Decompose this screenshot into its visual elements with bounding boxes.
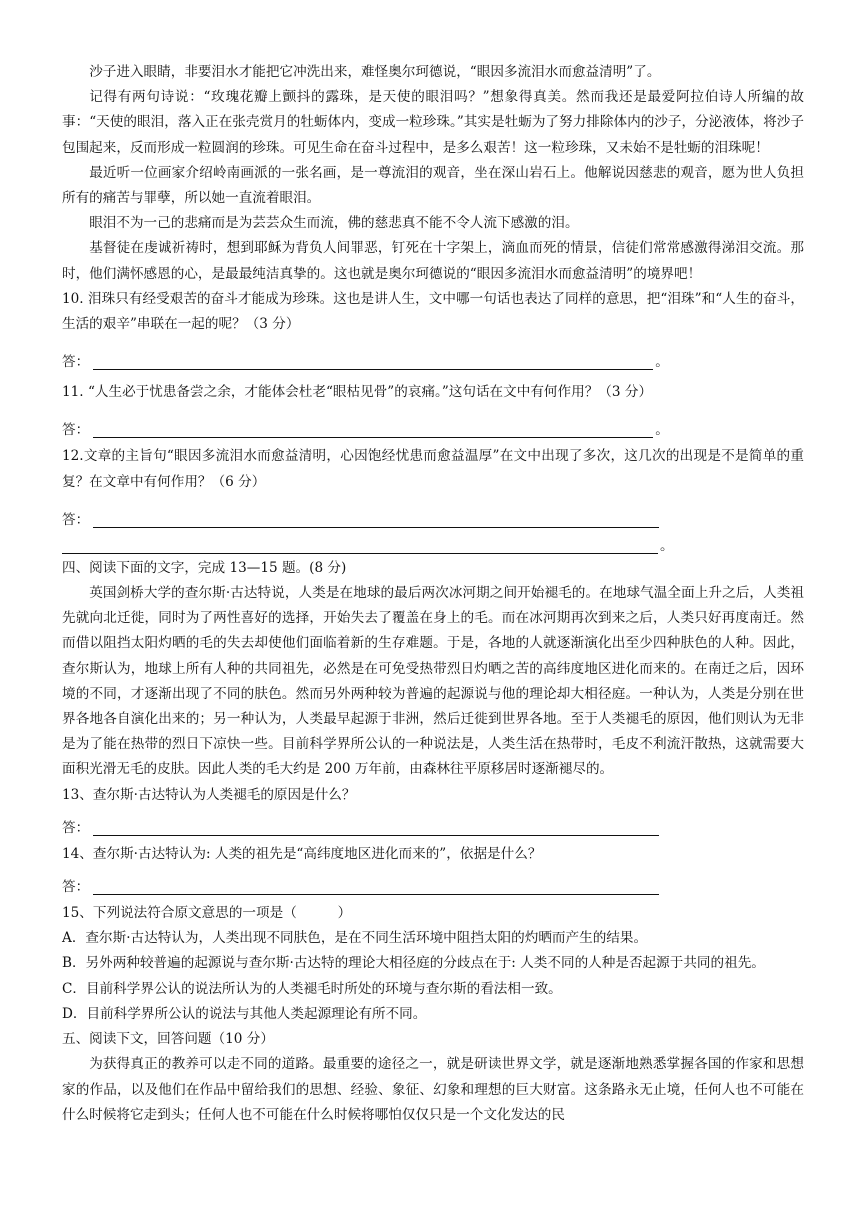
- answer-row-12b: [62, 528, 804, 554]
- answer-row-13: [62, 808, 804, 836]
- section-5-paragraph: 为获得真正的教养可以走不同的道路。最重要的途径之一，就是研读世界文学，就是逐渐地熟悉掌握各国的作家和思想家的作品，以及他们在作品中留给我们的思想、经验、象征、幻象和理想的巨大财富。这条路永无止境，任何人也不可能在什么时候将它走到头；任何人也不可能在什么时候将哪怕仅仅只是一个文化发达的民: [62, 1056, 804, 1123]
- answer-row-12: [62, 495, 804, 528]
- passage-paragraph: 眼泪不为一己的悲痛而是为芸芸众生而流，佛的慈悲真不能不令人流下感激的泪。: [89, 215, 579, 232]
- answer-row-10: [62, 337, 804, 370]
- question-13: 13、查尔斯·古达特认为人类褪毛的原因是什么？: [62, 786, 356, 803]
- answer-label: 答：: [62, 879, 90, 896]
- answer-label: 答：: [62, 422, 90, 439]
- question-10: 10. 泪珠只有经受艰苦的奋斗才能成为珍珠。这也是讲人生，文中哪一句话也表达了同样的意思，把“泪珠”和“人生的奋斗，生活的艰辛”串联在一起的呢？（3 分）: [62, 290, 804, 333]
- passage-paragraph: 最近听一位画家介绍岭南画派的一张名画，是一尊流泪的观音，坐在深山岩石上。他解说因慈悲的观音，愿为世人负担所有的痛苦与罪孽，所以她一直流着眼泪。: [62, 164, 804, 207]
- answer-row-14: [62, 867, 804, 895]
- question-14: 14、查尔斯·古达特认为: 人类的祖先是“高纬度地区进化而来的”，依据是什么？: [62, 845, 542, 862]
- exam-page: [62, 60, 804, 1128]
- answer-line[interactable]: [93, 507, 659, 528]
- option-d: D．目前科学界所公认的说法与其他人类起源理论有所不同。: [62, 1005, 427, 1022]
- answer-line[interactable]: [93, 815, 659, 836]
- question-15: 15、下列说法符合原文意思的一项是（ ）: [62, 905, 352, 922]
- answer-label: 答：: [62, 354, 90, 371]
- option-b: B．另外两种较普遍的起源说与查尔斯·古达特的理论大相径庭的分歧点在于: 人类不同的人种是否起源于共同的祖先。: [62, 955, 765, 972]
- answer-label: 答：: [62, 511, 90, 528]
- passage-paragraph: 基督徒在虔诚祈祷时，想到耶稣为背负人间罪恶，钉死在十字架上，滴血而死的情景，信徒们常常感激得涕泪交流。那时，他们满怀感恩的心，是最最纯洁真挚的。这也就是奥尔珂德说的“眼因多流泪水而愈益清明”的境界吧！: [62, 240, 804, 282]
- section-4-heading: 四、阅读下面的文字，完成 13—15 题。(8 分): [62, 559, 347, 576]
- answer-period: 。: [660, 537, 674, 554]
- option-c: C．目前科学界公认的说法所认为的人类褪毛时所处的环境与查尔斯的看法相一致。: [62, 980, 562, 997]
- passage-paragraph: 记得有两句诗说：“玫瑰花瓣上颤抖的露珠，是天使的眼泪吗？”想象得真美。然而我还是最爱阿拉伯诗人所编的故事：“天使的眼泪，落入正在张壳赏月的牡蛎体内，变成一粒珍珠。”其实是牡蛎为了努力排除体内的沙子，分泌液体，将沙子包围起来，反而形成一粒圆润的珍珠。可见生命在奋斗过程中，是多么艰苦！这一粒珍珠，又未始不是牡蛎的泪珠呢！: [62, 89, 804, 156]
- section-5-heading: 五、阅读下文，回答问题（10 分）: [62, 1031, 274, 1048]
- answer-period: 。: [655, 422, 669, 439]
- answer-line[interactable]: [93, 417, 653, 438]
- section-4-paragraph: 英国剑桥大学的查尔斯·古达特说，人类是在地球的最后两次冰河期之间开始褪毛的。在地球气温全面上升之后，人类祖先就向北迁徙，同时为了两性喜好的选择，开始失去了覆盖在身上的毛。而在冰河期再次到来之后，人类只好再度南迁。然而借以阻挡太阳灼晒的毛的失去却使他们面临着新的生存难题。于是，各地的人就逐渐演化出至少四种肤色的人种。因此，查尔斯认为，地球上所有人种的共同祖先，必然是在可免受热带烈日灼晒之苦的高纬度地区进化而来的。在南迁之后，因环境的不同，才逐渐出现了不同的肤色。然而另外两种较为普遍的起源说与他的理论却大相径庭。一种认为，人类是分别在世界各地各自演化出来的；另一种认为，人类最早起源于非洲，然后迁徙到世界各地。至于人类褪毛的原因，他们则认为无非是为了能在热带的烈日下凉快一些。目前科学界所公认的一种说法是，人类生活在热带时，毛皮不利流汗散热，这就需要大面积光滑无毛的皮肤。因此人类的毛大约是 200 万年前，由森林往平原移居时逐渐褪尽的。: [62, 585, 804, 778]
- answer-period: 。: [655, 354, 669, 371]
- option-a: A．查尔斯·古达特认为，人类出现不同肤色，是在不同生活环境中阻挡太阳的灼晒而产生的结果。: [62, 930, 648, 947]
- question-12: 12.文章的主旨句“眼因多流泪水而愈益清明，心因饱经忧患而愈益温厚”在文中出现了多次，这几次的出现是不是简单的重复？在文章中有何作用？（6 分）: [62, 448, 804, 490]
- answer-line[interactable]: [93, 349, 653, 370]
- question-11: 11. “人生必于忧患备尝之余，才能体会杜老“眼枯见骨”的哀痛。”这句话在文中有何作用？（3 分）: [62, 384, 653, 401]
- answer-row-11: [62, 405, 804, 438]
- answer-label: 答：: [62, 819, 90, 836]
- answer-line[interactable]: [93, 874, 659, 895]
- answer-line[interactable]: [62, 531, 658, 554]
- passage-paragraph: 沙子进入眼睛，非要泪水才能把它冲洗出来，难怪奥尔珂德说，“眼因多流泪水而愈益清明”了。: [89, 64, 661, 80]
